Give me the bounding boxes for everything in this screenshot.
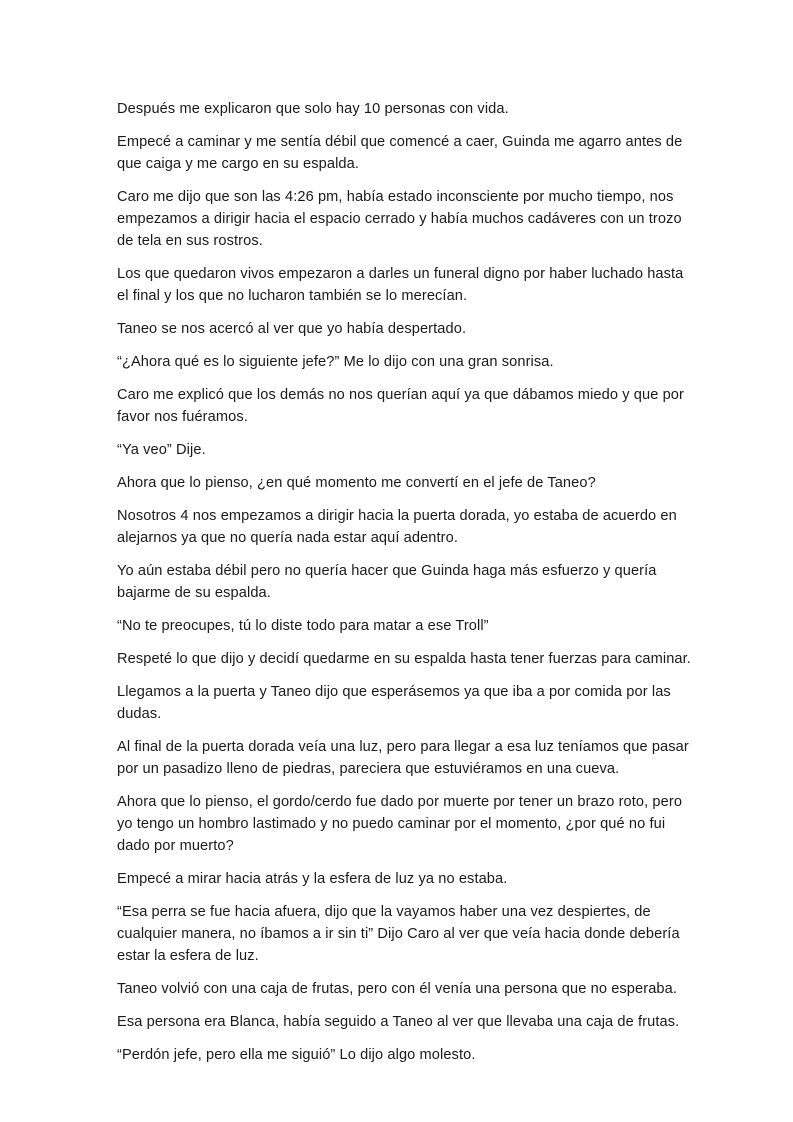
paragraph: Empecé a mirar hacia atrás y la esfera de luz ya no estaba. [117, 871, 508, 887]
paragraph: “Ya veo” Dije. [117, 442, 206, 458]
paragraph: Empecé a caminar y me sentía débil que comencé a caer, Guinda me agarro antes de que caiga y me cargo en su espalda. [117, 134, 683, 172]
paragraph: Taneo volvió con una caja de frutas, pero con él venía una persona que no esperaba. [117, 981, 678, 997]
paragraph: “¿Ahora qué es lo siguiente jefe?” Me lo dijo con una gran sonrisa. [117, 354, 554, 370]
paragraph: Esa persona era Blanca, había seguido a Taneo al ver que llevaba una caja de frutas. [117, 1014, 680, 1030]
paragraph: “Esa perra se fue hacia afuera, dijo que la vayamos haber una vez despiertes, de cualquier manera, no íbamos a ir sin ti” Dijo Caro al ver que veía hacia donde debería estar la esfera de luz. [117, 904, 680, 964]
paragraph: Llegamos a la puerta y Taneo dijo que esperásemos ya que iba a por comida por las dudas. [117, 684, 671, 722]
paragraph: Ahora que lo pienso, el gordo/cerdo fue dado por muerte por tener un brazo roto, pero yo tengo un hombro lastimado y no puedo caminar por el momento, ¿por qué no fui dado por muerto? [117, 794, 683, 854]
paragraph: “Perdón jefe, pero ella me siguió” Lo dijo algo molesto. [117, 1047, 476, 1063]
paragraph: Al final de la puerta dorada veía una luz, pero para llegar a esa luz teníamos que pasar por un pasadizo lleno de piedras, pareciera que estuviéramos en una cueva. [117, 739, 689, 777]
document-body [117, 98, 697, 1077]
paragraph: Ahora que lo pienso, ¿en qué momento me convertí en el jefe de Taneo? [117, 475, 596, 491]
paragraph: Nosotros 4 nos empezamos a dirigir hacia la puerta dorada, yo estaba de acuerdo en alejarnos ya que no quería nada estar aquí adentro. [117, 508, 677, 546]
paragraph: Respeté lo que dijo y decidí quedarme en su espalda hasta tener fuerzas para caminar. [117, 651, 691, 667]
paragraph: Los que quedaron vivos empezaron a darles un funeral digno por haber luchado hasta el final y los que no lucharon también se lo merecían. [117, 266, 684, 304]
paragraph: Taneo se nos acercó al ver que yo había despertado. [117, 321, 467, 337]
paragraph: Yo aún estaba débil pero no quería hacer que Guinda haga más esfuerzo y quería bajarme de su espalda. [117, 563, 657, 601]
paragraph: “No te preocupes, tú lo diste todo para matar a ese Troll” [117, 618, 489, 634]
paragraph: Caro me dijo que son las 4:26 pm, había estado inconsciente por mucho tiempo, nos empezamos a dirigir hacia el espacio cerrado y había muchos cadáveres con un trozo de tela en sus rostros. [117, 189, 682, 249]
paragraph: Caro me explicó que los demás no nos querían aquí ya que dábamos miedo y que por favor nos fuéramos. [117, 387, 684, 425]
paragraph: Después me explicaron que solo hay 10 personas con vida. [117, 101, 509, 117]
